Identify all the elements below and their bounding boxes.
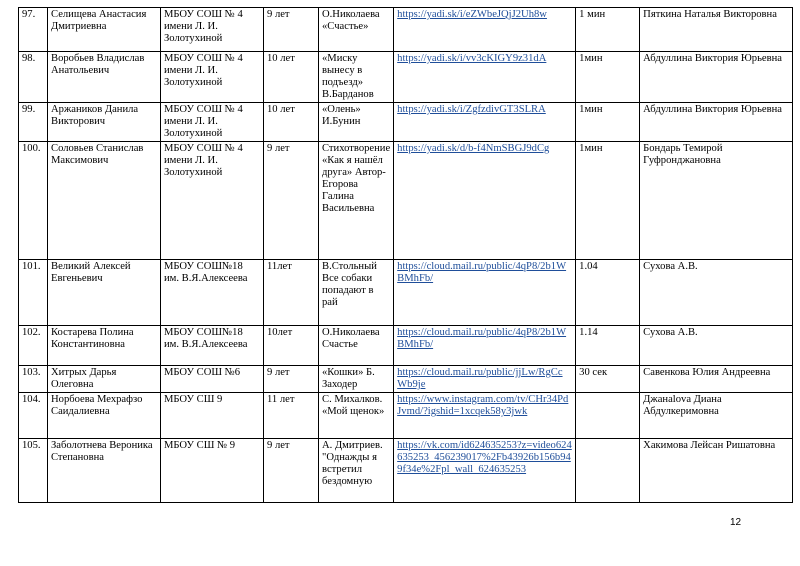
teacher-name-cell: Абдуллина Виктория Юрьевна xyxy=(640,103,793,142)
school-name-cell: МБОУ СОШ№18 им. В.Я.Алексеева xyxy=(161,326,264,366)
table-row xyxy=(19,52,793,103)
video-link[interactable]: https://www.instagram.com/tv/CHr34PdJvmd/?igshid=1xcqek58y3jwk xyxy=(397,394,569,417)
participant-age-cell: 9 лет xyxy=(264,439,319,503)
participant-age-cell: 11 лет xyxy=(264,393,319,439)
school-name-cell: МБОУ СШ № 9 xyxy=(161,439,264,503)
participant-age-cell: 10лет xyxy=(264,326,319,366)
row-number-cell: 101. xyxy=(19,260,48,326)
video-link-cell xyxy=(394,260,576,326)
video-link[interactable]: https://yadi.sk/i/ZgfzdivGT3SLRA xyxy=(397,104,546,115)
participant-age-cell: 9 лет xyxy=(264,8,319,52)
video-link[interactable]: https://cloud.mail.ru/public/jjLw/RgCcWb9je xyxy=(397,367,563,390)
participants-table xyxy=(18,7,793,503)
school-name-cell: МБОУ СШ 9 xyxy=(161,393,264,439)
video-link[interactable]: https://yadi.sk/i/eZWbeJQjJ2Uh8w xyxy=(397,9,547,20)
row-number-cell: 98. xyxy=(19,52,48,103)
teacher-name-cell: Сухова А.В. xyxy=(640,326,793,366)
duration-cell xyxy=(576,393,640,439)
table-row xyxy=(19,260,793,326)
work-title-cell: Стихотворение «Как я нашёл друга» Автор- Егорова Галина Васильевна xyxy=(319,142,394,260)
teacher-name-cell: Джанalova Диана Абдулкеримовна xyxy=(640,393,793,439)
work-title-cell: О.Николаева «Счастье» xyxy=(319,8,394,52)
participant-name-cell: Заболотнева Вероника Степановна xyxy=(48,439,161,503)
duration-cell: 1.14 xyxy=(576,326,640,366)
table-row xyxy=(19,439,793,503)
school-name-cell: МБОУ СОШ № 4 имени Л. И. Золотухиной xyxy=(161,142,264,260)
table-row xyxy=(19,366,793,393)
row-number-cell: 105. xyxy=(19,439,48,503)
participant-age-cell: 11лет xyxy=(264,260,319,326)
table-row xyxy=(19,103,793,142)
work-title-cell: А. Дмитриев. "Однажды я встретил бездомную xyxy=(319,439,394,503)
video-link[interactable]: https://cloud.mail.ru/public/4qP8/2b1WBMhFb/ xyxy=(397,261,567,284)
work-title-cell: «Кошки» Б. Заходер xyxy=(319,366,394,393)
video-link-cell xyxy=(394,52,576,103)
video-link-cell xyxy=(394,366,576,393)
row-number-cell: 103. xyxy=(19,366,48,393)
table-body xyxy=(19,8,793,503)
duration-cell: 1 мин xyxy=(576,8,640,52)
participant-name-cell: Великий Алексей Евгеньевич xyxy=(48,260,161,326)
table-row xyxy=(19,8,793,52)
teacher-name-cell: Хакимова Лейсан Ришатовна xyxy=(640,439,793,503)
duration-cell: 1мин xyxy=(576,52,640,103)
work-title-cell: В.Стольный Все собаки попадают в рай xyxy=(319,260,394,326)
video-link-cell xyxy=(394,326,576,366)
school-name-cell: МБОУ СОШ № 4 имени Л. И. Золотухиной xyxy=(161,8,264,52)
video-link[interactable]: https://yadi.sk/d/b-f4NmSBGJ9dCg xyxy=(397,143,550,154)
duration-cell xyxy=(576,439,640,503)
video-link-cell xyxy=(394,393,576,439)
teacher-name-cell: Савенкова Юлия Андреевна xyxy=(640,366,793,393)
table-row xyxy=(19,393,793,439)
participant-age-cell: 10 лет xyxy=(264,103,319,142)
duration-cell: 1мин xyxy=(576,103,640,142)
participant-name-cell: Воробьев Владислав Анатольевич xyxy=(48,52,161,103)
participant-age-cell: 9 лет xyxy=(264,366,319,393)
duration-cell: 30 сек xyxy=(576,366,640,393)
participant-age-cell: 9 лет xyxy=(264,142,319,260)
video-link[interactable]: https://yadi.sk/i/vv3cKIGY9z31dA xyxy=(397,53,547,64)
teacher-name-cell: Сухова А.В. xyxy=(640,260,793,326)
school-name-cell: МБОУ СОШ № 4 имени Л. И. Золотухиной xyxy=(161,52,264,103)
video-link-cell xyxy=(394,142,576,260)
row-number-cell: 102. xyxy=(19,326,48,366)
row-number-cell: 104. xyxy=(19,393,48,439)
teacher-name-cell: Абдуллина Виктория Юрьевна xyxy=(640,52,793,103)
duration-cell: 1мин xyxy=(576,142,640,260)
duration-cell: 1.04 xyxy=(576,260,640,326)
table-row xyxy=(19,142,793,260)
page-number: 12 xyxy=(730,517,742,528)
participant-name-cell: Аржаников Данила Викторович xyxy=(48,103,161,142)
participant-name-cell: Костарева Полина Константиновна xyxy=(48,326,161,366)
teacher-name-cell: Пяткина Наталья Викторовна xyxy=(640,8,793,52)
video-link[interactable]: https://vk.com/id624635253?z=video624635253_456239017%2Fb43926b156b949f34e%2Fpl_wall_624635253 xyxy=(397,440,572,475)
school-name-cell: МБОУ СОШ№18 им. В.Я.Алексеева xyxy=(161,260,264,326)
video-link-cell xyxy=(394,8,576,52)
work-title-cell: О.Николаева Счастье xyxy=(319,326,394,366)
participant-age-cell: 10 лет xyxy=(264,52,319,103)
table-row xyxy=(19,326,793,366)
work-title-cell: С. Михалков. «Мой щенок» xyxy=(319,393,394,439)
participant-name-cell: Селищева Анастасия Дмитриевна xyxy=(48,8,161,52)
participant-name-cell: Соловьев Станислав Максимович xyxy=(48,142,161,260)
teacher-name-cell: Бондарь Темирой Гуфронджановна xyxy=(640,142,793,260)
participant-name-cell: Норбоева Мехрафзо Саидалиевна xyxy=(48,393,161,439)
row-number-cell: 99. xyxy=(19,103,48,142)
work-title-cell: «Олень» И.Бунин xyxy=(319,103,394,142)
video-link-cell xyxy=(394,103,576,142)
work-title-cell: «Миску вынесу в подъезд» В.Барданов xyxy=(319,52,394,103)
video-link[interactable]: https://cloud.mail.ru/public/4qP8/2b1WBMhFb/ xyxy=(397,327,567,350)
row-number-cell: 100. xyxy=(19,142,48,260)
document-page xyxy=(18,7,793,503)
video-link-cell xyxy=(394,439,576,503)
participant-name-cell: Хитрых Дарья Олеговна xyxy=(48,366,161,393)
row-number-cell: 97. xyxy=(19,8,48,52)
school-name-cell: МБОУ СОШ № 4 имени Л. И. Золотухиной xyxy=(161,103,264,142)
school-name-cell: МБОУ СОШ №6 xyxy=(161,366,264,393)
